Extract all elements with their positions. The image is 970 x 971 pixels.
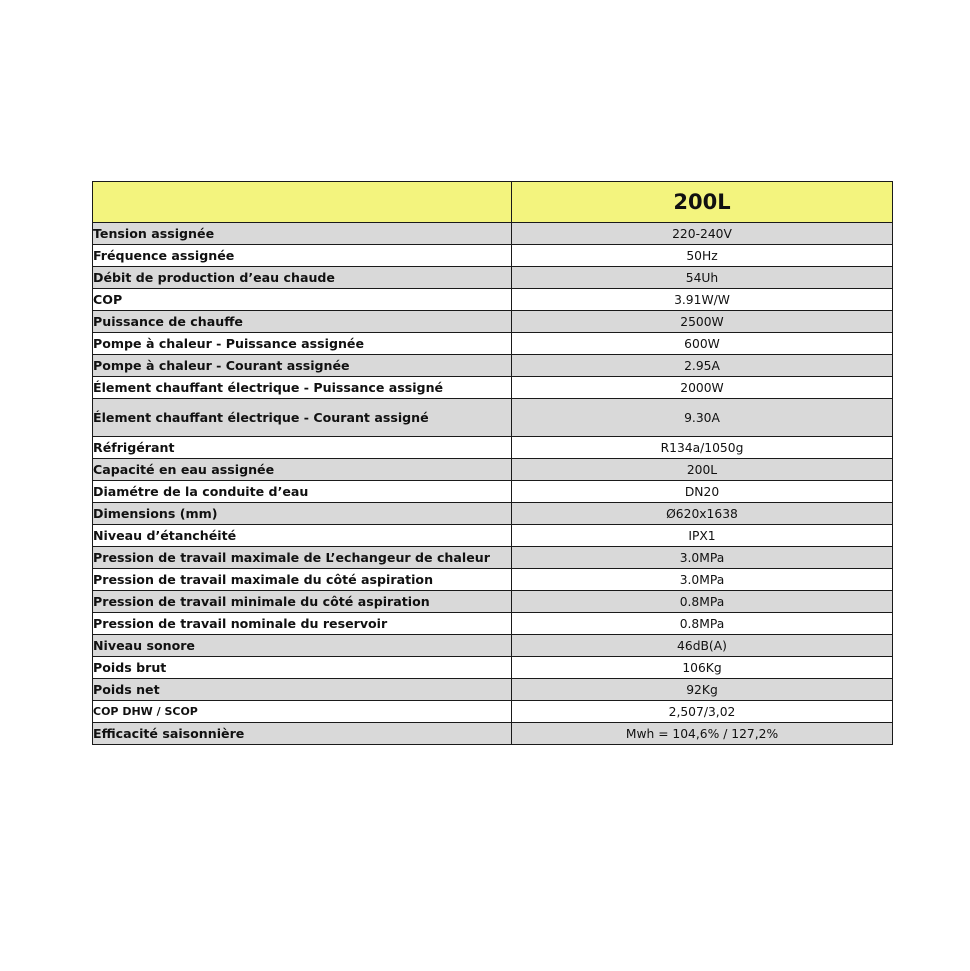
row-value: 46dB(A) (512, 635, 893, 657)
row-value: 0.8MPa (512, 613, 893, 635)
spec-table (92, 181, 893, 745)
table-row (93, 679, 893, 701)
row-value: 3.0MPa (512, 547, 893, 569)
row-label: Réfrigérant (93, 437, 512, 459)
row-value: 2,507/3,02 (512, 701, 893, 723)
table-row (93, 377, 893, 399)
table-row (93, 459, 893, 481)
row-value: 2000W (512, 377, 893, 399)
row-label: COP (93, 289, 512, 311)
table-row (93, 635, 893, 657)
row-label: Fréquence assignée (93, 245, 512, 267)
row-value: 200L (512, 459, 893, 481)
row-value: 2.95A (512, 355, 893, 377)
row-label: Tension assignée (93, 223, 512, 245)
row-value: Mwh = 104,6% / 127,2% (512, 723, 893, 745)
row-label: Poids net (93, 679, 512, 701)
row-label: Niveau sonore (93, 635, 512, 657)
row-value: 600W (512, 333, 893, 355)
table-row (93, 245, 893, 267)
row-label: Pompe à chaleur - Courant assignée (93, 355, 512, 377)
row-value: 3.0MPa (512, 569, 893, 591)
table-row (93, 591, 893, 613)
table-row (93, 503, 893, 525)
table-row (93, 333, 893, 355)
table-row (93, 289, 893, 311)
row-value: 0.8MPa (512, 591, 893, 613)
row-label: Pression de travail nominale du reservoir (93, 613, 512, 635)
row-value: 9.30A (512, 399, 893, 437)
table-row (93, 481, 893, 503)
row-value: 106Kg (512, 657, 893, 679)
table-row (93, 437, 893, 459)
table-row (93, 399, 893, 437)
row-label: Pression de travail maximale du côté aspiration (93, 569, 512, 591)
row-value: 54Uh (512, 267, 893, 289)
row-label: Élement chauffant électrique - Puissance assigné (93, 377, 512, 399)
table-row (93, 223, 893, 245)
row-label: Débit de production d’eau chaude (93, 267, 512, 289)
row-label: COP DHW / SCOP (93, 701, 512, 723)
row-label: Capacité en eau assignée (93, 459, 512, 481)
row-label: Élement chauffant électrique - Courant assigné (93, 399, 512, 437)
table-row (93, 569, 893, 591)
row-value: 220-240V (512, 223, 893, 245)
row-value: DN20 (512, 481, 893, 503)
row-label: Efficacité saisonnière (93, 723, 512, 745)
row-label: Diamétre de la conduite d’eau (93, 481, 512, 503)
table-row (93, 311, 893, 333)
row-label: Pression de travail maximale de L’echangeur de chaleur (93, 547, 512, 569)
table-row (93, 267, 893, 289)
row-label: Puissance de chauffe (93, 311, 512, 333)
row-value: 92Kg (512, 679, 893, 701)
row-value: 3.91W/W (512, 289, 893, 311)
table-row (93, 547, 893, 569)
row-label: Pompe à chaleur - Puissance assignée (93, 333, 512, 355)
row-value: Ø620x1638 (512, 503, 893, 525)
table-row (93, 657, 893, 679)
table-row (93, 723, 893, 745)
row-value: IPX1 (512, 525, 893, 547)
row-value: 2500W (512, 311, 893, 333)
header-capacity-cell: 200L (512, 182, 893, 223)
row-value: 50Hz (512, 245, 893, 267)
row-label: Poids brut (93, 657, 512, 679)
table-row (93, 525, 893, 547)
table-header-row (93, 182, 893, 223)
table-row (93, 613, 893, 635)
table-row (93, 355, 893, 377)
row-label: Niveau d’étanchéité (93, 525, 512, 547)
row-value: R134a/1050g (512, 437, 893, 459)
table-row (93, 701, 893, 723)
header-empty-cell (93, 182, 512, 223)
row-label: Dimensions (mm) (93, 503, 512, 525)
row-label: Pression de travail minimale du côté aspiration (93, 591, 512, 613)
